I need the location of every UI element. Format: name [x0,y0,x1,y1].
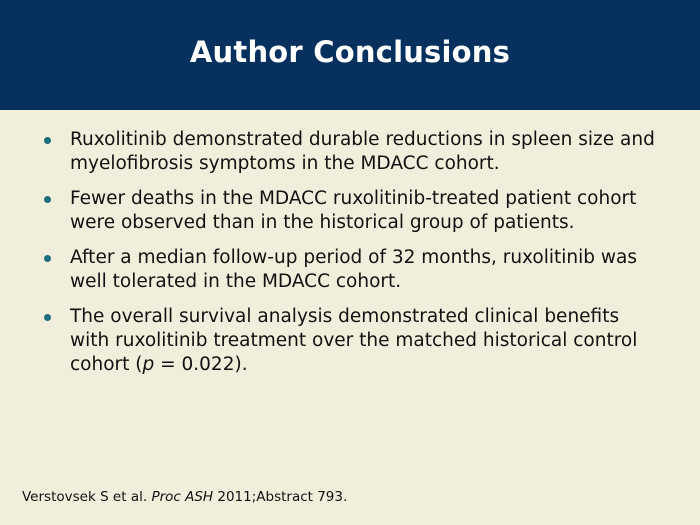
bullet-item [42,187,662,235]
bullet-dot-icon [44,137,51,144]
title-bar [0,0,700,110]
bullet-item [42,128,662,176]
slide-title: Author Conclusions [189,35,511,69]
bullet-text: Ruxolitinib demonstrated durable reductions in spleen size and myelofibrosis symptoms in the MDACC cohort. [70,129,655,174]
bullet-text: The overall survival analysis demonstrated clinical benefits with ruxolitinib treatment over the matched historical control cohort (p = 0.022). [70,306,638,375]
bullet-dot-icon [44,196,51,203]
bullet-item [42,305,662,377]
bullet-text: Fewer deaths in the MDACC ruxolitinib-treated patient cohort were observed than in the historical group of patients. [70,188,637,233]
bullet-text: After a median follow-up period of 32 months, ruxolitinib was well tolerated in the MDACC cohort. [70,247,638,292]
p-value-symbol: p [142,354,155,375]
bullet-item [42,246,662,294]
bullet-dot-icon [44,255,51,262]
reference-citation: Verstovsek S et al. Proc ASH 2011;Abstract 793. [22,489,348,505]
bullet-dot-icon [44,314,51,321]
bullet-list [42,128,662,388]
journal-name: Proc ASH [151,489,214,505]
